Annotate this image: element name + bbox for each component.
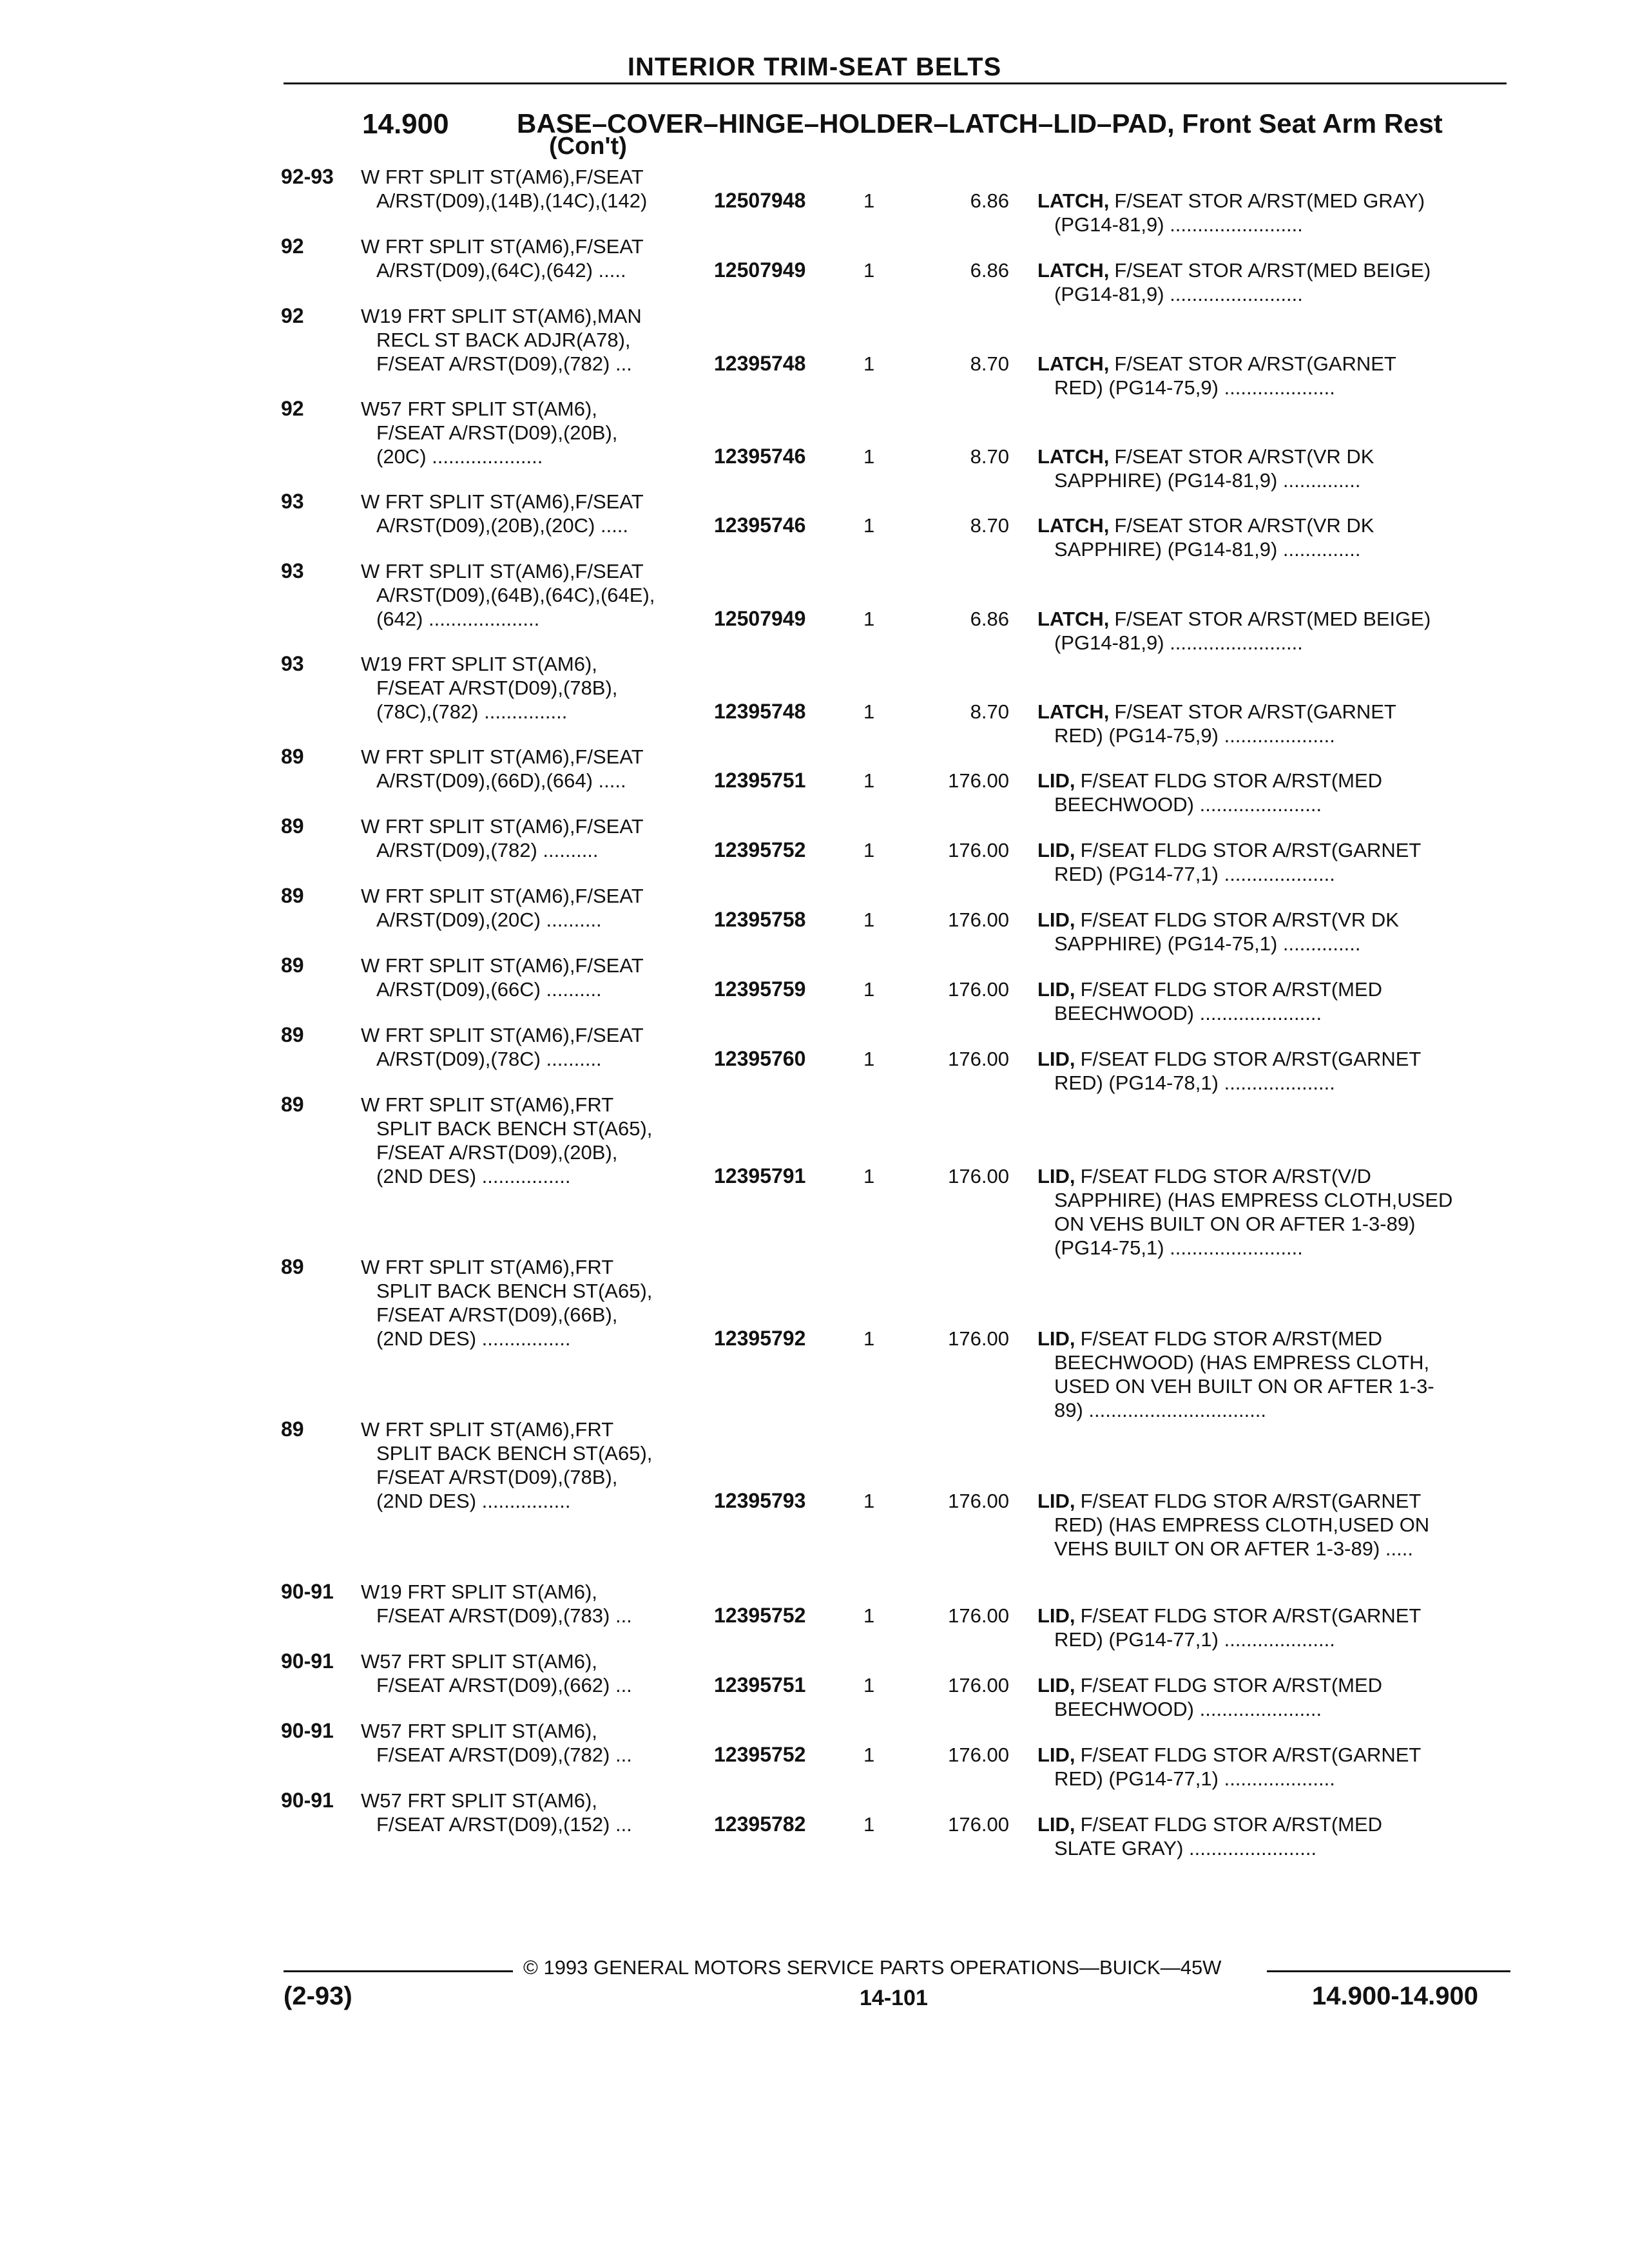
application-description [361, 397, 702, 468]
part-description-text: F/SEAT FLDG STOR A/RST(GARNET [1080, 1490, 1422, 1512]
description-line: A/RST(D09),(66D),(664) ..... [376, 769, 626, 792]
model-year: 92 [281, 235, 304, 258]
application-description [361, 1418, 702, 1513]
description-line: (20C) .................... [376, 445, 543, 468]
price: 176.00 [948, 1674, 1009, 1696]
part-description-line [1037, 769, 1511, 793]
description-line: W FRT SPLIT ST(AM6),F/SEAT [361, 745, 644, 768]
price: 8.70 [970, 700, 1009, 723]
part-name: LATCH, [1037, 352, 1110, 375]
description-line: W57 FRT SPLIT ST(AM6), [361, 1789, 597, 1812]
price: 176.00 [948, 1813, 1009, 1836]
part-description-line: USED ON VEH BUILT ON OR AFTER 1-3- [1054, 1375, 1434, 1398]
description-line: F/SEAT A/RST(D09),(20B), [376, 421, 618, 444]
model-year: 89 [281, 1255, 304, 1278]
model-year: 90-91 [281, 1719, 334, 1742]
page-header-title: INTERIOR TRIM-SEAT BELTS [627, 53, 1002, 81]
part-description [1037, 189, 1511, 236]
part-description-line [1037, 838, 1511, 862]
quantity: 1 [863, 1490, 875, 1512]
description-line: W57 FRT SPLIT ST(AM6), [361, 398, 597, 420]
part-description-text: F/SEAT FLDG STOR A/RST(MED [1080, 978, 1383, 1001]
part-description-text: F/SEAT STOR A/RST(VR DK [1114, 514, 1374, 537]
quantity: 1 [863, 1327, 875, 1350]
application-description [361, 1789, 702, 1836]
part-description [1037, 514, 1511, 561]
description-line: (78C),(782) ............... [376, 700, 568, 723]
description-line: A/RST(D09),(64B),(64C),(64E), [376, 584, 655, 606]
model-year: 92 [281, 397, 304, 420]
part-description-line [1037, 1327, 1511, 1350]
part-description-line: RED) (PG14-77,1) .................... [1054, 1628, 1335, 1651]
part-description [1037, 838, 1511, 886]
part-number: 12395752 [714, 1604, 806, 1627]
description-line: W FRT SPLIT ST(AM6),F/SEAT [361, 815, 644, 838]
part-description-line [1037, 607, 1511, 631]
model-year: 89 [281, 884, 304, 907]
price: 8.70 [970, 352, 1009, 375]
part-description-text: F/SEAT STOR A/RST(VR DK [1114, 445, 1374, 468]
part-description [1037, 1047, 1511, 1095]
part-name: LID, [1037, 1813, 1075, 1836]
part-description-line: BEECHWOOD) (HAS EMPRESS CLOTH, [1054, 1351, 1430, 1374]
part-name: LID, [1037, 1490, 1075, 1512]
description-line: F/SEAT A/RST(D09),(662) ... [376, 1674, 632, 1696]
price: 176.00 [948, 1490, 1009, 1512]
quantity: 1 [863, 352, 875, 375]
description-line: F/SEAT A/RST(D09),(782) ... [376, 352, 632, 375]
part-description-line: ON VEHS BUILT ON OR AFTER 1-3-89) [1054, 1213, 1416, 1235]
part-description [1037, 977, 1511, 1025]
part-name: LID, [1037, 978, 1075, 1001]
description-line: W FRT SPLIT ST(AM6),F/SEAT [361, 954, 644, 977]
quantity: 1 [863, 445, 875, 468]
part-description-line [1037, 1812, 1511, 1836]
application-description [361, 304, 702, 376]
part-description [1037, 258, 1511, 306]
part-name: LATCH, [1037, 259, 1110, 282]
description-line: W FRT SPLIT ST(AM6),FRT [361, 1418, 614, 1441]
description-line: W19 FRT SPLIT ST(AM6), [361, 1581, 597, 1603]
quantity: 1 [863, 908, 875, 931]
part-number: 12395748 [714, 700, 806, 723]
part-description-line [1037, 700, 1511, 724]
part-description [1037, 1164, 1511, 1260]
part-description [1037, 1812, 1511, 1860]
part-description-text: F/SEAT STOR A/RST(MED BEIGE) [1114, 259, 1431, 282]
quantity: 1 [863, 1744, 875, 1766]
application-description [361, 1023, 702, 1071]
part-description-line: (PG14-81,9) ........................ [1054, 283, 1303, 305]
description-line: A/RST(D09),(20B),(20C) ..... [376, 514, 629, 537]
part-name: LID, [1037, 839, 1075, 861]
price: 176.00 [948, 839, 1009, 861]
part-description-line: SAPPHIRE) (PG14-81,9) .............. [1054, 469, 1361, 492]
description-line: SPLIT BACK BENCH ST(A65), [376, 1442, 653, 1465]
part-number: 12507948 [714, 189, 806, 212]
quantity: 1 [863, 1048, 875, 1070]
description-line: (2ND DES) ................ [376, 1327, 571, 1350]
part-description-line [1037, 258, 1511, 282]
part-description-line [1037, 445, 1511, 468]
part-name: LATCH, [1037, 189, 1110, 212]
description-line: A/RST(D09),(64C),(642) ..... [376, 259, 626, 282]
description-line: SPLIT BACK BENCH ST(A65), [376, 1117, 653, 1140]
description-line: W FRT SPLIT ST(AM6),F/SEAT [361, 166, 644, 188]
application-description [361, 559, 702, 631]
quantity: 1 [863, 259, 875, 282]
model-year: 90-91 [281, 1649, 334, 1673]
part-description-line: RED) (HAS EMPRESS CLOTH,USED ON [1054, 1514, 1430, 1536]
description-line: A/RST(D09),(782) .......... [376, 839, 599, 861]
part-number: 12395758 [714, 908, 806, 931]
part-number: 12395792 [714, 1327, 806, 1350]
application-description [361, 165, 702, 213]
footer-date: (2-93) [284, 1982, 352, 2010]
section-title: BASE–COVER–HINGE–HOLDER–LATCH–LID–PAD, Front Seat Arm Rest [517, 108, 1443, 139]
application-description [361, 235, 702, 282]
part-description-line: BEECHWOOD) ...................... [1054, 1698, 1322, 1720]
part-description [1037, 908, 1511, 956]
price: 176.00 [948, 978, 1009, 1001]
part-number: 12395746 [714, 514, 806, 537]
description-line: RECL ST BACK ADJR(A78), [376, 329, 631, 351]
part-description [1037, 445, 1511, 492]
price: 6.86 [970, 259, 1009, 282]
part-description-line [1037, 977, 1511, 1001]
model-year: 93 [281, 490, 304, 513]
quantity: 1 [863, 189, 875, 212]
description-line: W FRT SPLIT ST(AM6),F/SEAT [361, 235, 644, 258]
description-line: F/SEAT A/RST(D09),(152) ... [376, 1813, 632, 1836]
part-number: 12395746 [714, 445, 806, 468]
part-description-text: F/SEAT FLDG STOR A/RST(GARNET [1080, 1048, 1422, 1070]
description-line: F/SEAT A/RST(D09),(783) ... [376, 1604, 632, 1627]
part-description-line [1037, 908, 1511, 932]
part-description [1037, 769, 1511, 816]
quantity: 1 [863, 1604, 875, 1627]
part-description [1037, 607, 1511, 655]
part-description-line [1037, 1604, 1511, 1628]
part-description-line: SLATE GRAY) ....................... [1054, 1837, 1317, 1860]
footer-rule-left [284, 1970, 513, 1972]
price: 6.86 [970, 608, 1009, 630]
model-year: 89 [281, 814, 304, 838]
part-name: LID, [1037, 908, 1075, 931]
part-description-line: RED) (PG14-77,1) .................... [1054, 1767, 1335, 1790]
part-description-text: F/SEAT FLDG STOR A/RST(MED [1080, 1813, 1383, 1836]
price: 176.00 [948, 1604, 1009, 1627]
part-number: 12395759 [714, 977, 806, 1001]
part-description-text: F/SEAT STOR A/RST(MED GRAY) [1114, 189, 1425, 212]
description-line: W FRT SPLIT ST(AM6),FRT [361, 1256, 614, 1278]
description-line: (2ND DES) ................ [376, 1490, 571, 1512]
part-name: LID, [1037, 1327, 1075, 1350]
part-description-line: SAPPHIRE) (PG14-81,9) .............. [1054, 538, 1361, 561]
model-year: 89 [281, 1023, 304, 1046]
application-description [361, 745, 702, 793]
description-line: (642) .................... [376, 608, 540, 630]
model-year: 90-91 [281, 1580, 334, 1603]
quantity: 1 [863, 1674, 875, 1696]
application-description [361, 884, 702, 932]
part-description [1037, 1489, 1511, 1561]
application-description [361, 490, 702, 537]
application-description [361, 1580, 702, 1628]
part-name: LID, [1037, 1604, 1075, 1627]
part-description-line: RED) (PG14-75,9) .................... [1054, 724, 1335, 747]
part-description-text: F/SEAT STOR A/RST(GARNET [1114, 700, 1396, 723]
part-description-text: F/SEAT STOR A/RST(GARNET [1114, 352, 1396, 375]
part-description-line: 89) ................................ [1054, 1399, 1267, 1421]
footer-copyright: © 1993 GENERAL MOTORS SERVICE PARTS OPERATIONS—BUICK—45W [523, 1956, 1222, 1979]
part-description-text: F/SEAT FLDG STOR A/RST(MED [1080, 1674, 1383, 1696]
part-description [1037, 700, 1511, 747]
part-description-line [1037, 514, 1511, 537]
part-description-line: BEECHWOOD) ...................... [1054, 1002, 1322, 1024]
description-line: F/SEAT A/RST(D09),(66B), [376, 1303, 618, 1326]
model-year: 89 [281, 1093, 304, 1116]
part-name: LATCH, [1037, 700, 1110, 723]
part-name: LID, [1037, 1674, 1075, 1696]
description-line: W FRT SPLIT ST(AM6),F/SEAT [361, 1024, 644, 1046]
description-line: W FRT SPLIT ST(AM6),F/SEAT [361, 885, 644, 907]
model-year: 90-91 [281, 1789, 334, 1812]
part-number: 12395752 [714, 1743, 806, 1766]
part-description-text: F/SEAT STOR A/RST(MED BEIGE) [1114, 608, 1431, 630]
part-description-text: F/SEAT FLDG STOR A/RST(MED [1080, 769, 1383, 792]
part-description-line: (PG14-81,9) ........................ [1054, 631, 1303, 654]
model-year: 89 [281, 954, 304, 977]
model-year: 89 [281, 1418, 304, 1441]
part-description-line: RED) (PG14-75,9) .................... [1054, 376, 1335, 399]
part-description-text: F/SEAT FLDG STOR A/RST(GARNET [1080, 1604, 1422, 1627]
part-number: 12395751 [714, 1673, 806, 1696]
part-description-line: (PG14-81,9) ........................ [1054, 213, 1303, 236]
price: 6.86 [970, 189, 1009, 212]
description-line: W FRT SPLIT ST(AM6),FRT [361, 1093, 614, 1116]
part-number: 12395748 [714, 352, 806, 375]
description-line: W FRT SPLIT ST(AM6),F/SEAT [361, 490, 644, 513]
part-description-line: (PG14-75,1) ........................ [1054, 1236, 1303, 1259]
part-description [1037, 1743, 1511, 1791]
description-line: SPLIT BACK BENCH ST(A65), [376, 1280, 653, 1302]
part-description-text: F/SEAT FLDG STOR A/RST(GARNET [1080, 839, 1422, 861]
part-description-text: F/SEAT FLDG STOR A/RST(GARNET [1080, 1744, 1422, 1766]
description-line: (2ND DES) ................ [376, 1165, 571, 1187]
part-number: 12395751 [714, 769, 806, 792]
price: 8.70 [970, 445, 1009, 468]
part-description-line: BEECHWOOD) ...................... [1054, 793, 1322, 816]
part-number: 12395760 [714, 1047, 806, 1070]
description-line: F/SEAT A/RST(D09),(782) ... [376, 1744, 632, 1766]
part-description [1037, 1604, 1511, 1651]
part-name: LATCH, [1037, 608, 1110, 630]
part-description-text: F/SEAT FLDG STOR A/RST(MED [1080, 1327, 1383, 1350]
price: 176.00 [948, 1048, 1009, 1070]
part-description [1037, 1327, 1511, 1422]
description-line: W19 FRT SPLIT ST(AM6), [361, 653, 597, 675]
part-name: LATCH, [1037, 445, 1110, 468]
part-description-line [1037, 1743, 1511, 1767]
footer-page-number: 14-101 [860, 1986, 928, 2010]
description-line: A/RST(D09),(66C) .......... [376, 978, 602, 1001]
application-description [361, 1255, 702, 1350]
price: 176.00 [948, 769, 1009, 792]
description-line: A/RST(D09),(20C) .......... [376, 908, 602, 931]
footer-rule-right [1267, 1970, 1510, 1972]
part-number: 12395791 [714, 1164, 806, 1187]
part-description-text: F/SEAT FLDG STOR A/RST(V/D [1080, 1165, 1371, 1187]
quantity: 1 [863, 769, 875, 792]
price: 8.70 [970, 514, 1009, 537]
description-line: F/SEAT A/RST(D09),(20B), [376, 1141, 618, 1164]
part-name: LID, [1037, 1048, 1075, 1070]
price: 176.00 [948, 1744, 1009, 1766]
model-year: 89 [281, 745, 304, 768]
part-number: 12395782 [714, 1812, 806, 1836]
description-line: F/SEAT A/RST(D09),(78B), [376, 677, 618, 699]
part-description-line [1037, 1489, 1511, 1513]
description-line: W57 FRT SPLIT ST(AM6), [361, 1650, 597, 1673]
quantity: 1 [863, 978, 875, 1001]
part-number: 12395752 [714, 838, 806, 861]
quantity: 1 [863, 700, 875, 723]
part-number: 12507949 [714, 607, 806, 630]
application-description [361, 1093, 702, 1188]
model-year: 92-93 [281, 165, 334, 188]
description-line: W57 FRT SPLIT ST(AM6), [361, 1720, 597, 1742]
part-description-line [1037, 1673, 1511, 1697]
part-description [1037, 1673, 1511, 1721]
application-description [361, 954, 702, 1001]
part-description-text: F/SEAT FLDG STOR A/RST(VR DK [1080, 908, 1399, 931]
quantity: 1 [863, 1813, 875, 1836]
description-line: W FRT SPLIT ST(AM6),F/SEAT [361, 560, 644, 582]
model-year: 92 [281, 304, 304, 327]
part-description-line: SAPPHIRE) (PG14-75,1) .............. [1054, 932, 1361, 955]
part-name: LATCH, [1037, 514, 1110, 537]
part-description-line: SAPPHIRE) (HAS EMPRESS CLOTH,USED [1054, 1189, 1453, 1211]
part-name: LID, [1037, 769, 1075, 792]
description-line: A/RST(D09),(78C) .......... [376, 1048, 602, 1070]
application-description [361, 814, 702, 862]
description-line: A/RST(D09),(14B),(14C),(142) [376, 189, 648, 212]
quantity: 1 [863, 608, 875, 630]
quantity: 1 [863, 514, 875, 537]
model-year: 93 [281, 559, 304, 582]
model-year: 93 [281, 652, 304, 675]
part-number: 12507949 [714, 258, 806, 282]
part-description-line [1037, 352, 1511, 376]
quantity: 1 [863, 1165, 875, 1187]
price: 176.00 [948, 908, 1009, 931]
part-description-line: RED) (PG14-77,1) .................... [1054, 863, 1335, 885]
application-description [361, 1649, 702, 1697]
price: 176.00 [948, 1165, 1009, 1187]
description-line: W19 FRT SPLIT ST(AM6),MAN [361, 305, 642, 327]
part-name: LID, [1037, 1165, 1075, 1187]
description-line: F/SEAT A/RST(D09),(78B), [376, 1466, 618, 1488]
part-description-line [1037, 1164, 1511, 1188]
application-description [361, 1719, 702, 1767]
section-number: 14.900 [362, 108, 449, 140]
part-description-line [1037, 189, 1511, 213]
part-description-line: RED) (PG14-78,1) .................... [1054, 1072, 1335, 1094]
section-continued: (Con't) [549, 133, 627, 160]
application-description [361, 652, 702, 724]
part-description-line: VEHS BUILT ON OR AFTER 1-3-89) ..... [1054, 1537, 1413, 1560]
part-name: LID, [1037, 1744, 1075, 1766]
part-number: 12395793 [714, 1489, 806, 1512]
price: 176.00 [948, 1327, 1009, 1350]
part-description [1037, 352, 1511, 399]
footer-section-range: 14.900-14.900 [1312, 1982, 1479, 2010]
part-description-line [1037, 1047, 1511, 1071]
quantity: 1 [863, 839, 875, 861]
